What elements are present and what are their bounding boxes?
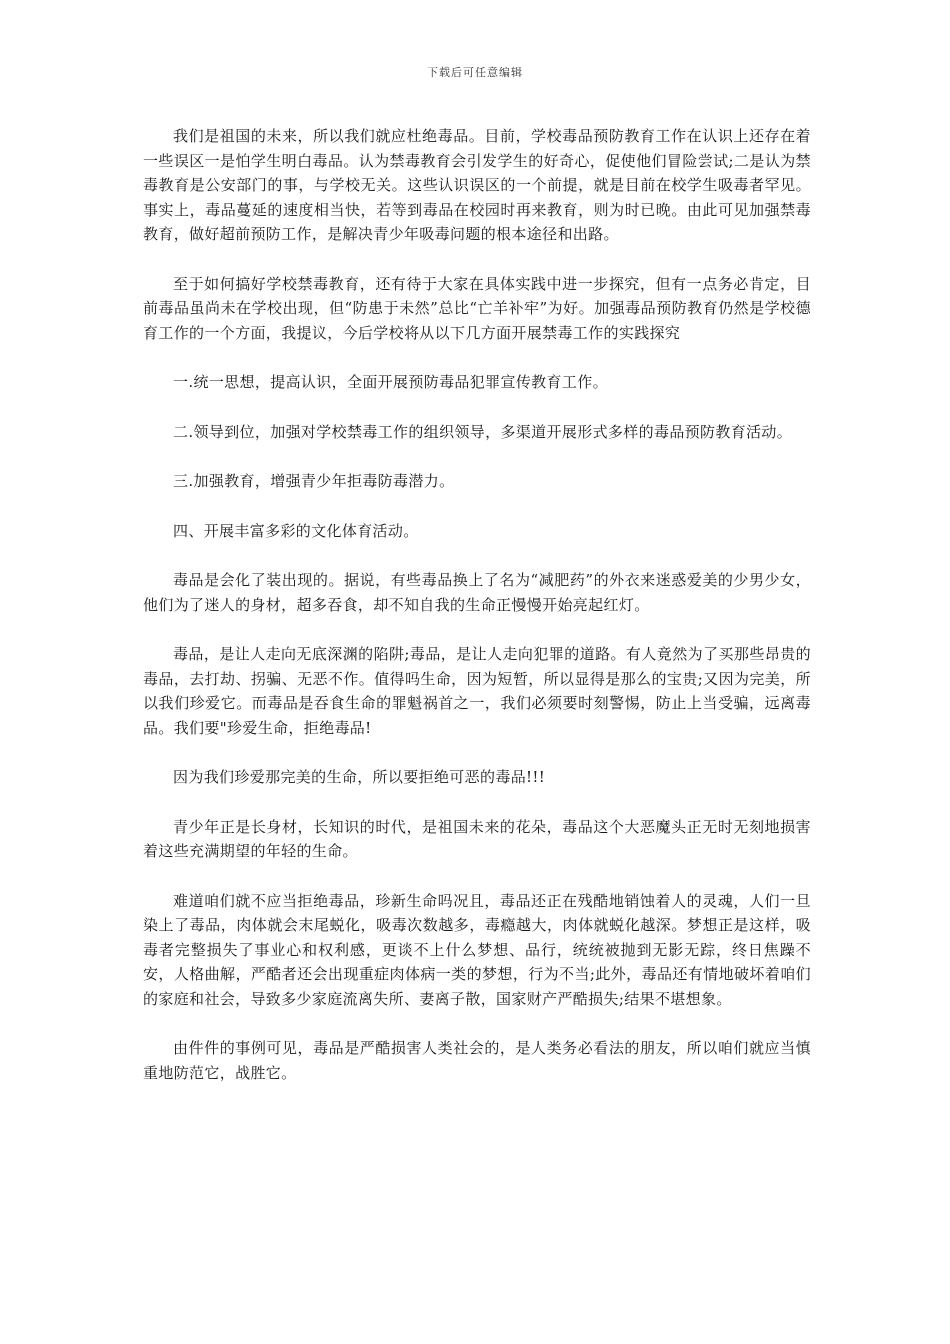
paragraph-10: 青少年正是长身材，长知识的时代，是祖国未来的花朵，毒品这个大恶魔头正无时无刻地损害着这些充满期望的年轻的生命。 [143,817,811,860]
paragraph-2: 至于如何搞好学校禁毒教育，还有待于大家在具体实践中进一步探究，但有一点务必肯定，目前毒品虽尚未在学校出现，但“防患于未然”总比“亡羊补牢”为好。加强毒品预防教育仍然是学校德育工作的一个方面，我提议，今后学校将从以下几方面开展禁毒工作的实践探究 [143,274,811,342]
paragraph-12: 由件件的事例可见，毒品是严酷损害人类社会的，是人类务必看法的朋友，所以咱们就应当慎重地防范它，战胜它。 [143,1039,811,1082]
paragraph-5: 三.加强教育，增强青少年拒毒防毒潜力。 [173,472,455,490]
paragraph-11: 难道咱们就不应当拒绝毒品，珍新生命吗况且，毒品还正在残酷地销蚀着人的灵魂，人们一旦染上了毒品，肉体就会末尾蜕化，吸毒次数越多，毒瘾越大，肉体就蜕化越深。梦想正是这样，吸毒者完整损失了事业心和权利感，更谈不上什么梦想、品行，统统被抛到无影无踪，终日焦躁不安，人格曲解，严酷者还会出现重症肉体病一类的梦想，行为不当;此外，毒品还有情地破坏着咱们的家庭和社会，导致多少家庭流离失所、妻离子散，国家财产严酷损失;结果不堪想象。 [143,891,811,1008]
paragraph-4: 二.领导到位，加强对学校禁毒工作的组织领导，多渠道开展形式多样的毒品预防教育活动。 [173,422,793,441]
paragraph-3: 一.统一思想，提高认识，全面开展预防毒品犯罪宣传教育工作。 [173,373,608,391]
document-body [143,124,811,1110]
paragraph-6: 四、开展丰富多彩的文化体育活动。 [173,521,419,540]
paragraph-7: 毒品是会化了装出现的。据说，有些毒品换上了名为“减肥药”的外衣来迷惑爱美的少男少女，他们为了迷人的身材，超多吞食，却不知自我的生命正慢慢开始亮起红灯。 [143,571,811,614]
paragraph-1: 我们是祖国的未来，所以我们就应杜绝毒品。目前，学校毒品预防教育工作在认识上还存在着一些误区一是怕学生明白毒品。认为禁毒教育会引发学生的好奇心，促使他们冒险尝试;二是认为禁毒教育是公安部门的事，与学校无关。这些认识误区的一个前提，就是目前在校学生吸毒者罕见。事实上，毒品蔓延的速度相当快，若等到毒品在校园时再来教育，则为时已晚。由此可见加强禁毒教育，做好超前预防工作，是解决青少年吸毒问题的根本途径和出路。 [143,127,811,243]
page-header: 下载后可任意编辑 [427,66,523,79]
paragraph-8: 毒品，是让人走向无底深渊的陷阱;毒品，是让人走向犯罪的道路。有人竟然为了买那些昂贵的毒品，去打劫、拐骗、无恶不作。值得吗生命，因为短暂，所以显得是那么的宝贵;又因为完美，所以我们珍爱它。而毒品是吞食生命的罪魁祸首之一，我们必须要时刻警惕，防止上当受骗，远离毒品。我们要"珍爱生命，拒绝毒品! [143,645,811,737]
paragraph-9: 因为我们珍爱那完美的生命，所以要拒绝可恶的毒品!!! [173,768,546,786]
